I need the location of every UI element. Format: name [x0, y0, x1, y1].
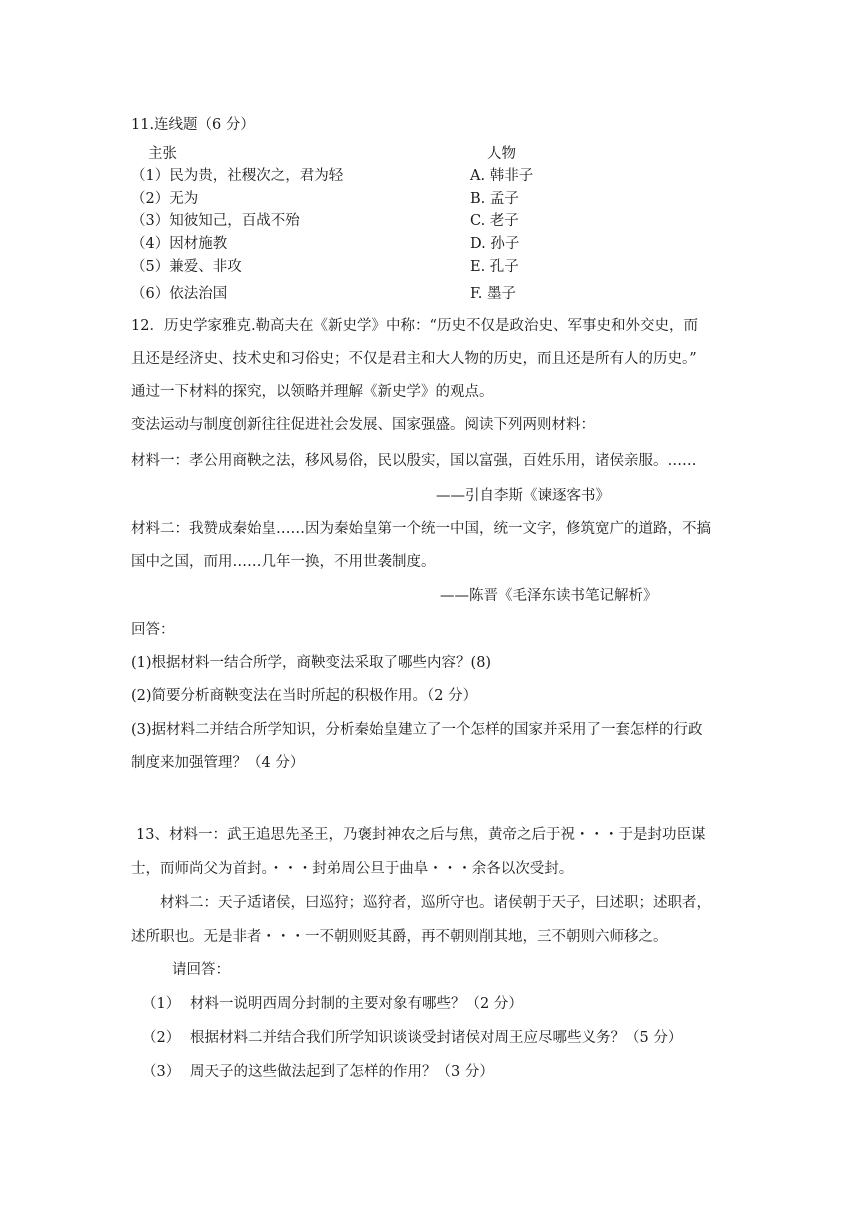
q11-title: 11.连线题（6 分）	[131, 117, 255, 133]
q13-question-2: 根据材料二并结合我们所学知识谈谈受封诸侯对周王应尽哪些义务？（5 分）	[190, 1030, 683, 1046]
q13-question-3-number: （3）	[142, 1064, 181, 1080]
q12-material-2-line-2: 国中之国，而用……几年一换，不用世袭制度。	[131, 554, 436, 570]
q12-question-1: (1)根据材料一结合所学，商鞅变法采取了哪些内容？(8)	[131, 655, 492, 671]
q12-answer-label: 回答：	[131, 622, 175, 638]
q12-material-1-source: ——引自李斯《谏逐客书》	[436, 488, 610, 504]
q12-material-2-line-1: 材料二：我赞成秦始皇……因为秦始皇第一个统一中国，统一文字，修筑宽广的道路，不搞	[131, 521, 711, 537]
q13-material-1-line-1: 13、材料一：武王追思先圣王，乃褒封神农之后与焦，黄帝之后于祝・・・于是封功臣谋	[136, 827, 706, 843]
q11-col-right-header: 人物	[487, 146, 516, 162]
q11-left-item-3: （3）知彼知己，百战不殆	[131, 213, 300, 229]
q13-material-1-line-2: 士，而师尚父为首封。・・・封弟周公旦于曲阜・・・余各以次受封。	[131, 861, 574, 877]
q11-col-left-header: 主张	[148, 146, 177, 162]
q13-question-3: 周天子的这些做法起到了怎样的作用？（3 分）	[190, 1064, 494, 1080]
q12-question-2: (2)简要分析商鞅变法在当时所起的积极作用。（2 分）	[131, 688, 478, 704]
q12-material-1: 材料一：孝公用商鞅之法，移风易俗，民以殷实，国以富强，百姓乐用，诸侯亲服。……	[131, 453, 697, 469]
q11-left-item-2: （2）无为	[131, 191, 199, 207]
q11-left-item-1: （1）民为贵，社稷次之，君为轻	[131, 168, 344, 184]
q11-left-item-4: （4）因材施教	[131, 236, 228, 252]
q11-right-item-f: F. 墨子	[470, 286, 517, 302]
q11-right-item-a: A. 韩非子	[470, 168, 534, 184]
q12-material-2-source: ——陈晋《毛泽东读书笔记解析》	[440, 588, 658, 604]
q12-lead: 变法运动与制度创新往往促进社会发展、国家强盛。阅读下列两则材料：	[131, 417, 595, 433]
q12-question-3-line-2: 制度来加强管理？（4 分）	[131, 755, 305, 771]
q13-material-2-line-2: 述所职也。无是非者・・・一不朝则贬其爵，再不朝则削其地，三不朝则六师移之。	[131, 929, 668, 945]
q13-question-1: 材料一说明西周分封制的主要对象有哪些？（2 分）	[190, 996, 523, 1012]
q12-intro-line-3: 通过一下材料的探究，以领略并理解《新史学》的观点。	[131, 384, 494, 400]
q13-material-2-line-1: 材料二：天子适诸侯，曰巡狩；巡狩者，巡所守也。诸侯朝于天子，曰述职；述职者，	[160, 895, 711, 911]
q13-question-2-number: （2）	[142, 1030, 181, 1046]
q11-right-item-c: C. 老子	[470, 213, 519, 229]
q12-intro-line-1: 12．历史学家雅克.勒高夫在《新史学》中称：“历史不仅是政治史、军事史和外交史，而	[131, 318, 698, 334]
q12-question-3-line-1: (3)据材料二并结合所学知识，分析秦始皇建立了一个怎样的国家并采用了一套怎样的行政	[131, 722, 703, 738]
q13-ask-label: 请回答：	[172, 962, 230, 978]
q11-left-item-6: （6）依法治国	[131, 286, 228, 302]
q11-left-item-5: （5）兼爱、非攻	[131, 259, 242, 275]
q13-question-1-number: （1）	[142, 996, 181, 1012]
q11-right-item-e: E. 孔子	[470, 259, 519, 275]
q11-right-item-b: B. 孟子	[470, 191, 519, 207]
q11-right-item-d: D. 孙子	[470, 236, 520, 252]
q12-intro-line-2: 且还是经济史、技术史和习俗史；不仅是君主和大人物的历史，而且还是所有人的历史。”	[131, 351, 697, 367]
